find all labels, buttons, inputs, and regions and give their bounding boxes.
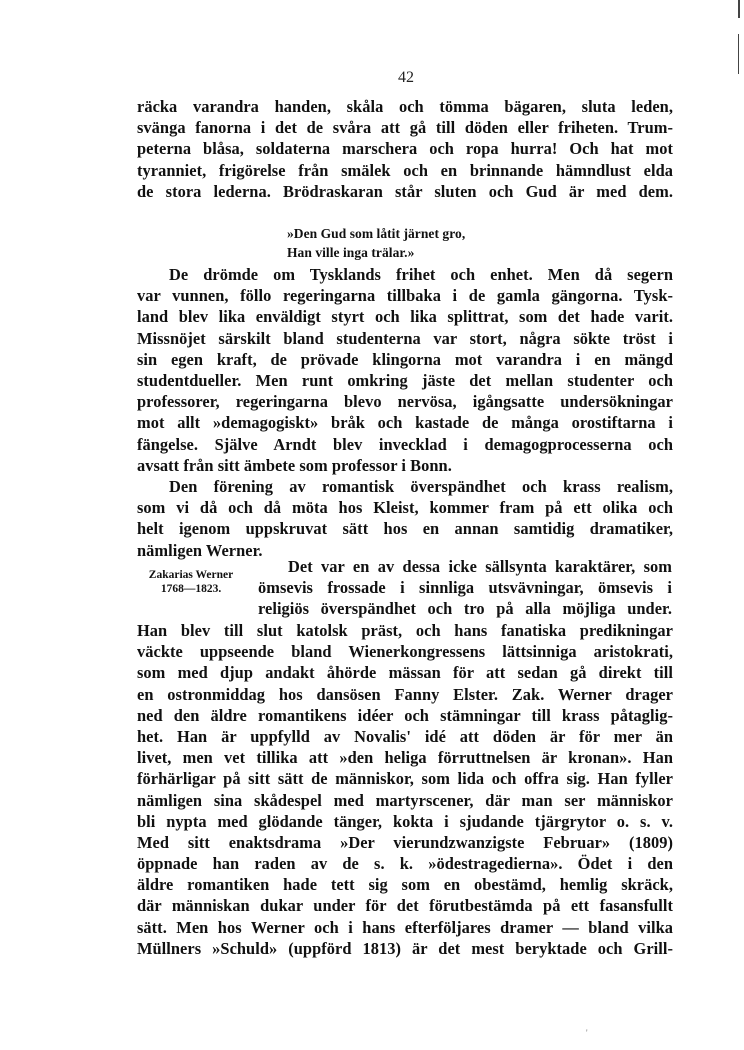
- text-line: sätt. Men hos Werner och i hans efterföljares dramer — bland vilka: [137, 917, 673, 937]
- verse-line: »Den Gud som låtit järnet gro,: [287, 226, 466, 241]
- text-line: peterna blåsa, soldaterna marschera och ropa hurra! Och hat mot: [137, 139, 673, 159]
- text-line: tyranniet, frigörelse från smälek och en brinnande hämndlust elda: [137, 160, 673, 180]
- text-line: professorer, regeringarna blevo nervösa, igångsatte undersökningar: [137, 392, 673, 412]
- verse-line: Han ville inga trälar.»: [287, 245, 415, 260]
- scan-speck: ': [586, 1028, 588, 1038]
- paragraph-4: [137, 620, 673, 959]
- text-line: Det var en av dessa icke sällsynta karaktärer, som: [288, 557, 672, 576]
- text-line: väckte uppseende bland Wienerkongressens lättsinniga aristokrati,: [137, 642, 673, 662]
- text-line: De drömde om Tysklands frihet och enhet. Men då segern: [169, 265, 673, 284]
- scan-edge-mark: [738, 0, 740, 18]
- text-line: de stora lederna. Brödraskaran står sluten och Gud är med dem.: [137, 181, 673, 201]
- page-number: 42: [398, 69, 414, 86]
- text-line: Missnöjet särskilt bland studenterna var stort, några sökte tröst i: [137, 328, 673, 348]
- text-line: Müllners »Schuld» (uppförd 1813) är det mest beryktade och Grill-: [137, 938, 673, 958]
- scan-edge-mark: [738, 34, 739, 74]
- text-line: var vunnen, föllo regeringarna tillbaka i de gamla gängorna. Tysk-: [137, 286, 673, 306]
- text-line: öppnade han raden av de s. k. »ödestragedierna». Ödet i den: [137, 854, 673, 874]
- margin-note-name: Zakarias Werner: [148, 569, 234, 581]
- text-line: religiös överspändhet och tro på alla möjliga under.: [258, 599, 672, 619]
- text-line: ömsevis frossade i sinnliga utsvävningar, ömsevis i: [258, 578, 672, 598]
- text-line: som med djup andakt åhörde mässan för att sedan gå direkt till: [137, 663, 673, 683]
- paragraph-1: [137, 96, 673, 202]
- paragraph-3: [137, 476, 673, 561]
- text-line: Med sitt enaktsdrama »Der vierundzwanzigste Februar» (1809): [137, 832, 673, 852]
- text-line: land blev lika enväldigt styrt och lika splittrat, som det hade varit.: [137, 307, 673, 327]
- text-line: nämligen Werner.: [137, 540, 263, 560]
- text-line: helt igenom uppskruvat sätt hos en annan samtidig dramatiker,: [137, 519, 673, 539]
- text-line: fängelse. Själve Arndt blev invecklad i demagogprocesserna och: [137, 434, 673, 454]
- text-line: räcka varandra handen, skåla och tömma bägaren, sluta leden,: [137, 97, 673, 116]
- text-line: där människan dukar under för det förutbestämda på ett fasansfullt: [137, 896, 673, 916]
- text-line: avsatt från sitt ämbete som professor i Bonn.: [137, 455, 452, 475]
- text-line: förhärligar på sitt sätt de människor, som lida och offra sig. Han fyller: [137, 769, 673, 789]
- text-line: Han blev till slut katolsk präst, och hans fanatiska predikningar: [137, 621, 673, 640]
- text-line: äldre romantiken hade tett sig som en obestämd, hemlig skräck,: [137, 875, 673, 895]
- text-line: het. Han är uppfylld av Novalis' idé att döden är för mer än: [137, 726, 673, 746]
- text-line: Den förening av romantisk överspändhet och krass realism,: [169, 477, 673, 496]
- text-line: nämligen sina skådespel med martyrscener, där man ser människor: [137, 790, 673, 810]
- text-line: livet, men vet tillika att »den heliga förruttnelsen är kronan». Han: [137, 748, 673, 768]
- text-line: en ostronmiddag hos dansösen Fanny Elster. Zak. Werner drager: [137, 684, 673, 704]
- margin-note: [132, 568, 250, 596]
- text-line: bli nypta med glödande tänger, kokta i sjudande tjärgrytor o. s. v.: [137, 811, 673, 831]
- text-line: som vi då och då möta hos Kleist, kommer fram på ett olika och: [137, 498, 673, 518]
- verse-quote: [287, 224, 547, 262]
- text-line: sin egen kraft, de prövade klingorna mot varandra i en mängd: [137, 349, 673, 369]
- text-line: studentdueller. Men runt omkring jäste det mellan studenter och: [137, 370, 673, 390]
- paragraph-4-side: [258, 556, 672, 620]
- text-line: mot allt »demagogiskt» bråk och kastade de många orostiftarna i: [137, 413, 673, 433]
- margin-note-years: 1768—1823.: [160, 583, 222, 595]
- text-line: svänga fanorna i det de svåra att gå till döden eller friheten. Trum-: [137, 118, 673, 138]
- text-line: ned den äldre romantikens idéer och stämningar till krass påtaglig-: [137, 705, 673, 725]
- paragraph-2: [137, 264, 673, 476]
